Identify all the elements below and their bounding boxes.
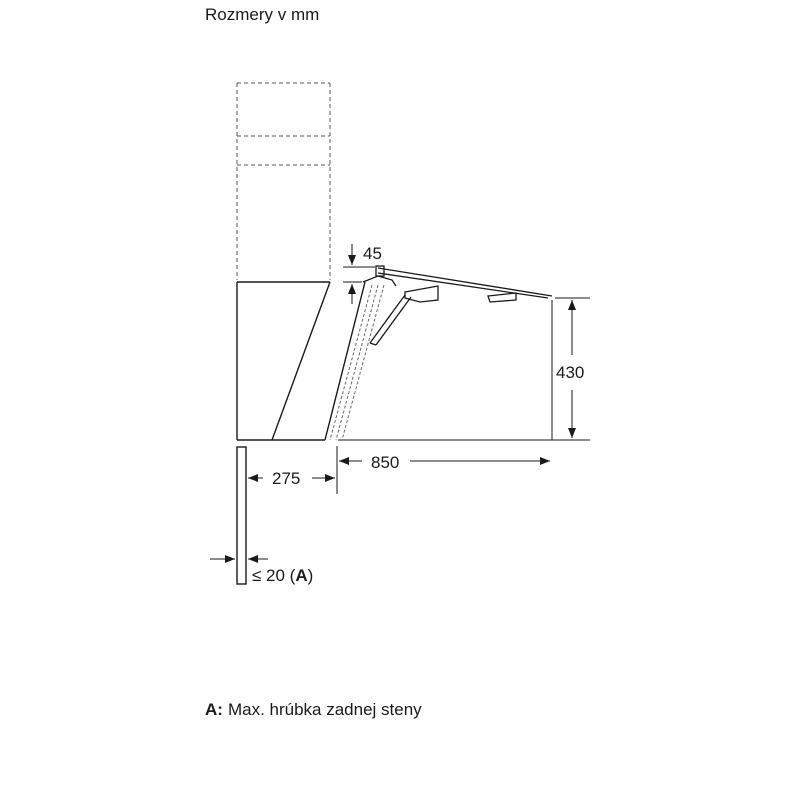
chimney-outline (237, 83, 330, 280)
lid-mechanism (363, 266, 552, 345)
legend-text: Max. hrúbka zadnej steny (227, 700, 422, 719)
rear-wall (237, 447, 246, 584)
dim-depth-front-label: 275 (272, 469, 301, 488)
legend-key: A: (205, 700, 223, 719)
dim-lid-gap-label: 45 (363, 244, 382, 263)
dim-depth-total (337, 446, 550, 494)
open-panel-outline (330, 285, 384, 440)
dim-depth-total-label: 850 (371, 453, 400, 472)
dim-height (338, 298, 590, 440)
hood-body (237, 282, 365, 440)
dim-height-label: 430 (556, 363, 585, 382)
diagram-title: Rozmery v mm (205, 5, 320, 24)
dim-wall-thickness-label: ≤ 20 (A) (252, 566, 314, 585)
legend-note (205, 700, 422, 719)
